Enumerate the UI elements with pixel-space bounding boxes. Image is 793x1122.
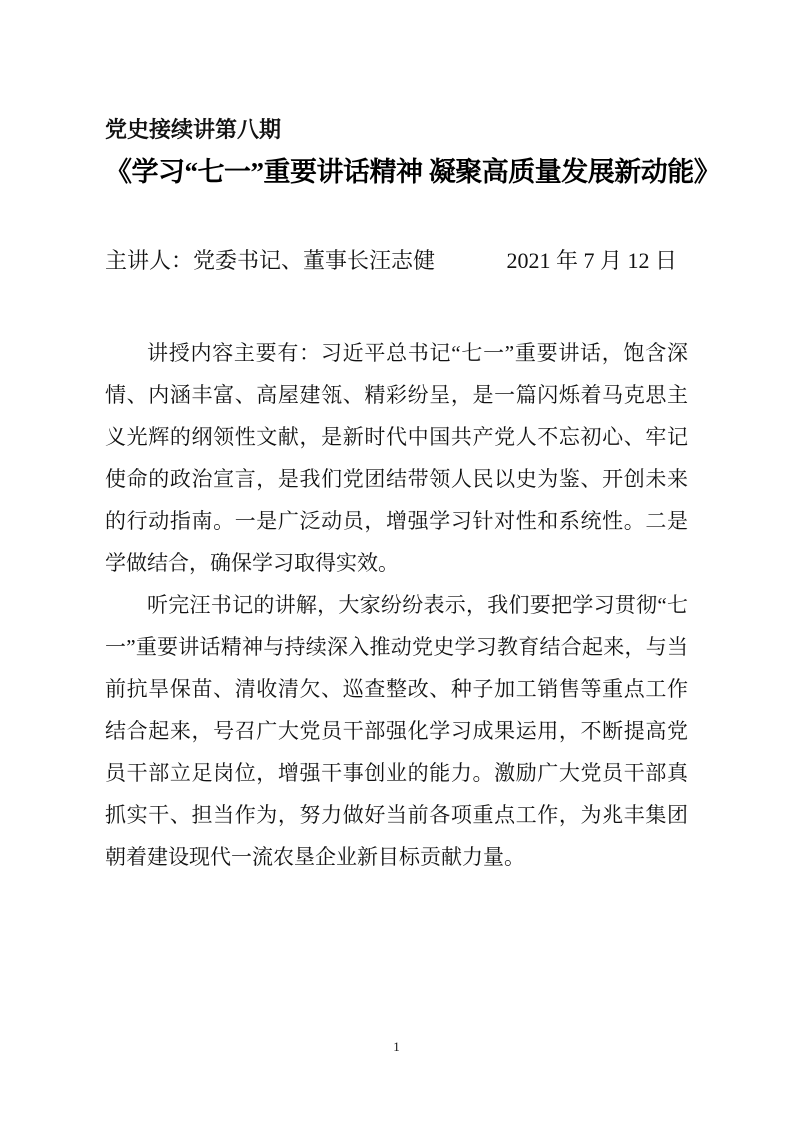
body-paragraph-2: 听完汪书记的讲解，大家纷纷表示，我们要把学习贯彻“七一”重要讲话精神与持续深入推动党史学习教育结合起来，与当前抗旱保苗、清收清欠、巡查整改、种子加工销售等重点工作结合起来，号召广大党员干部强化学习成果运用，不断提高党员干部立足岗位，增强干事创业的能力。激励广大党员干部真抓实干、担当作为，努力做好当前各项重点工作，为兆丰集团朝着建设现代一流农垦企业新目标贡献力量。	[105, 593, 688, 869]
page-number: 1	[393, 1039, 400, 1054]
speaker-date-row	[105, 246, 688, 276]
lecture-date: 2021 年 7 月 12 日	[506, 248, 678, 273]
speaker-label: 主讲人：党委书记、董事长汪志健	[105, 248, 436, 273]
page-footer	[0, 1038, 793, 1056]
document-body	[105, 332, 688, 878]
body-paragraph-1: 讲授内容主要有：习近平总书记“七一”重要讲话，饱含深情、内涵丰富、高屋建瓴、精彩纷呈，是一篇闪烁着马克思主义光辉的纲领性文献，是新时代中国共产党人不忘初心、牢记使命的政治宣言，是我们党团结带领人民以史为鉴、开创未来的行动指南。一是广泛动员，增强学习针对性和系统性。二是学做结合，确保学习取得实效。	[105, 341, 688, 575]
document-title: 《学习“七一”重要讲话精神 凝聚高质量发展新动能》	[105, 157, 721, 187]
series-heading: 党史接续讲第八期	[105, 117, 282, 142]
